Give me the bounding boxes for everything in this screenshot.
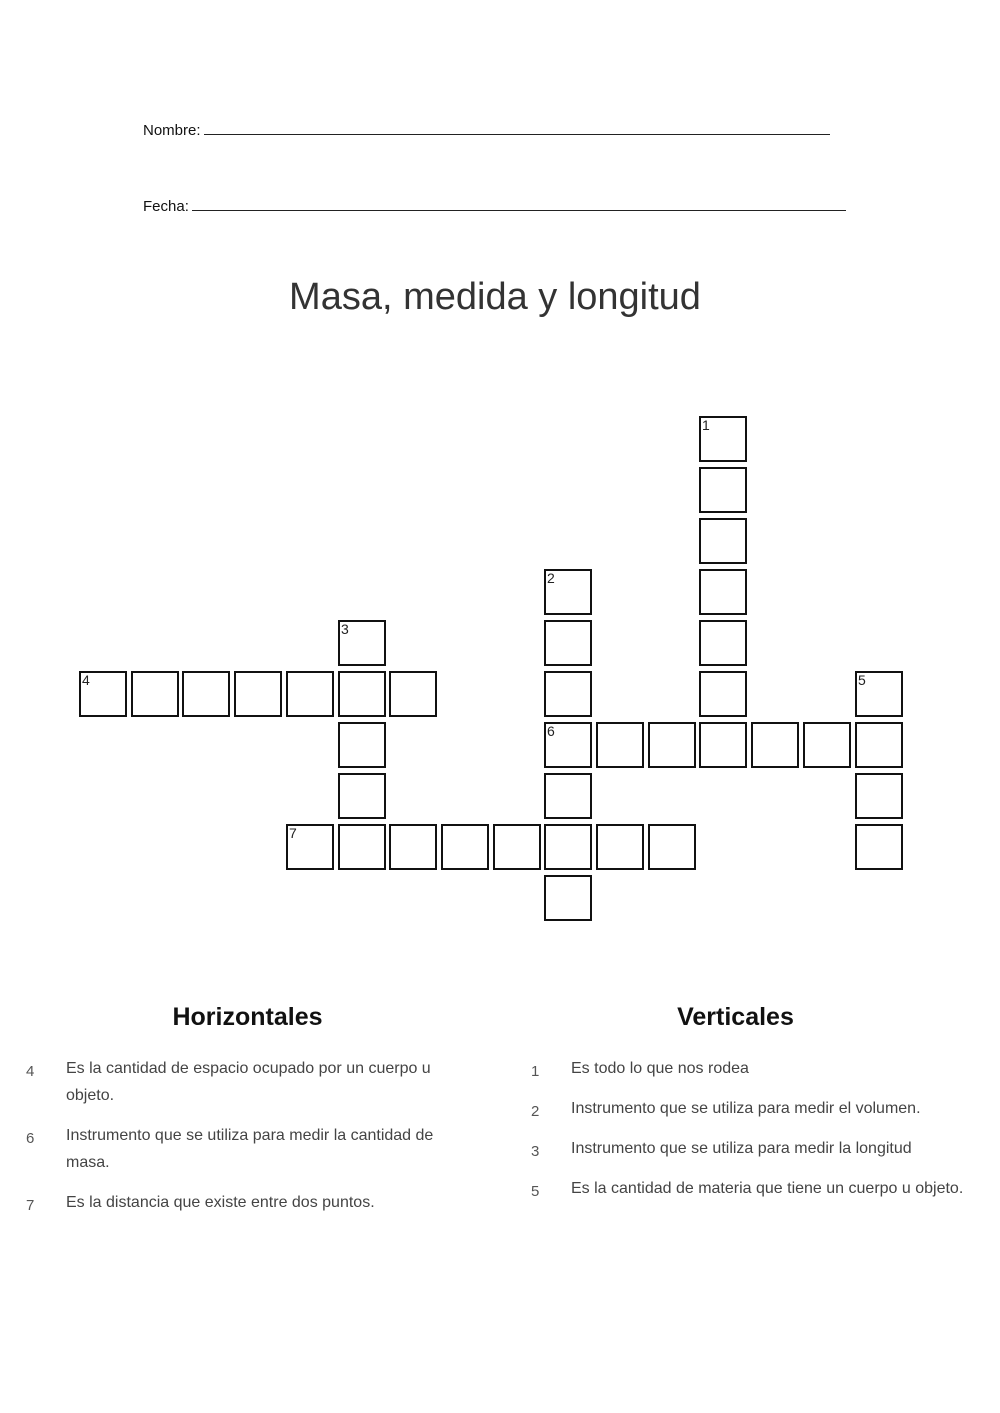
- fecha-label: Fecha:: [143, 198, 189, 215]
- crossword-cell[interactable]: [544, 671, 592, 717]
- vertical-clue-list: [531, 1055, 976, 1215]
- crossword-cell[interactable]: [544, 875, 592, 921]
- crossword-cell[interactable]: [131, 671, 179, 717]
- clue-number: 4: [26, 1063, 35, 1080]
- crossword-cell[interactable]: [596, 722, 644, 768]
- cell-number: 7: [289, 825, 297, 841]
- vertical-heading: Verticales: [677, 1003, 794, 1031]
- clue-text: Instrumento que se utiliza para medir el volumen.: [571, 1100, 921, 1117]
- crossword-cell[interactable]: [855, 671, 903, 717]
- crossword-cell[interactable]: [803, 722, 851, 768]
- clue-text: Es todo lo que nos rodea: [571, 1060, 749, 1077]
- cell-number: 4: [82, 672, 90, 688]
- clue-text: Instrumento que se utiliza para medir la cantidad de masa.: [66, 1127, 434, 1171]
- cell-number: 5: [858, 672, 866, 688]
- crossword-cell[interactable]: [389, 671, 437, 717]
- horizontal-clue-list: [26, 1055, 446, 1229]
- crossword-cell[interactable]: [286, 671, 334, 717]
- crossword-cell[interactable]: [699, 569, 747, 615]
- crossword-cell[interactable]: [699, 620, 747, 666]
- crossword-cell[interactable]: [544, 824, 592, 870]
- crossword-cell[interactable]: [596, 824, 644, 870]
- clue-item: [531, 1135, 976, 1162]
- crossword-cell[interactable]: [855, 824, 903, 870]
- clue-item: [26, 1055, 446, 1109]
- crossword-cell[interactable]: [79, 671, 127, 717]
- clue-text: Es la cantidad de materia que tiene un cuerpo u objeto.: [571, 1180, 964, 1197]
- clue-text: Es la distancia que existe entre dos puntos.: [66, 1194, 375, 1211]
- clue-number: 6: [26, 1130, 35, 1147]
- crossword-cell[interactable]: [493, 824, 541, 870]
- clue-number: 1: [531, 1063, 540, 1080]
- crossword-cell[interactable]: [544, 773, 592, 819]
- cell-number: 2: [547, 570, 555, 586]
- crossword-cell[interactable]: [751, 722, 799, 768]
- cell-number: 1: [702, 417, 710, 433]
- crossword-cell[interactable]: [182, 671, 230, 717]
- crossword-cell[interactable]: [338, 824, 386, 870]
- nombre-label: Nombre:: [143, 122, 201, 139]
- clue-number: 3: [531, 1143, 540, 1160]
- crossword-cell[interactable]: [544, 569, 592, 615]
- crossword-cell[interactable]: [441, 824, 489, 870]
- clue-item: [26, 1122, 446, 1176]
- crossword-cell[interactable]: [699, 416, 747, 462]
- crossword-cell[interactable]: [234, 671, 282, 717]
- clue-item: [26, 1189, 446, 1216]
- crossword-cell[interactable]: [855, 773, 903, 819]
- clue-text: Es la cantidad de espacio ocupado por un cuerpo u objeto.: [66, 1060, 431, 1104]
- clue-number: 2: [531, 1103, 540, 1120]
- crossword-cell[interactable]: [338, 773, 386, 819]
- crossword-cell[interactable]: [544, 620, 592, 666]
- crossword-cell[interactable]: [699, 722, 747, 768]
- worksheet-title: Masa, medida y longitud: [289, 276, 701, 318]
- clue-item: [531, 1055, 976, 1082]
- horizontal-heading: Horizontales: [172, 1003, 323, 1031]
- crossword-cell[interactable]: [699, 467, 747, 513]
- cell-number: 6: [547, 723, 555, 739]
- crossword-cell[interactable]: [648, 824, 696, 870]
- crossword-cell[interactable]: [699, 518, 747, 564]
- clue-item: [531, 1175, 976, 1202]
- clue-item: [531, 1095, 976, 1122]
- crossword-cell[interactable]: [286, 824, 334, 870]
- crossword-cell[interactable]: [338, 620, 386, 666]
- crossword-cell[interactable]: [389, 824, 437, 870]
- crossword-cell[interactable]: [338, 722, 386, 768]
- clue-number: 7: [26, 1197, 35, 1214]
- crossword-cell[interactable]: [648, 722, 696, 768]
- clue-number: 5: [531, 1183, 540, 1200]
- crossword-cell[interactable]: [544, 722, 592, 768]
- clue-text: Instrumento que se utiliza para medir la longitud: [571, 1140, 912, 1157]
- crossword-cell[interactable]: [699, 671, 747, 717]
- crossword-cell[interactable]: [338, 671, 386, 717]
- crossword-cell[interactable]: [855, 722, 903, 768]
- cell-number: 3: [341, 621, 349, 637]
